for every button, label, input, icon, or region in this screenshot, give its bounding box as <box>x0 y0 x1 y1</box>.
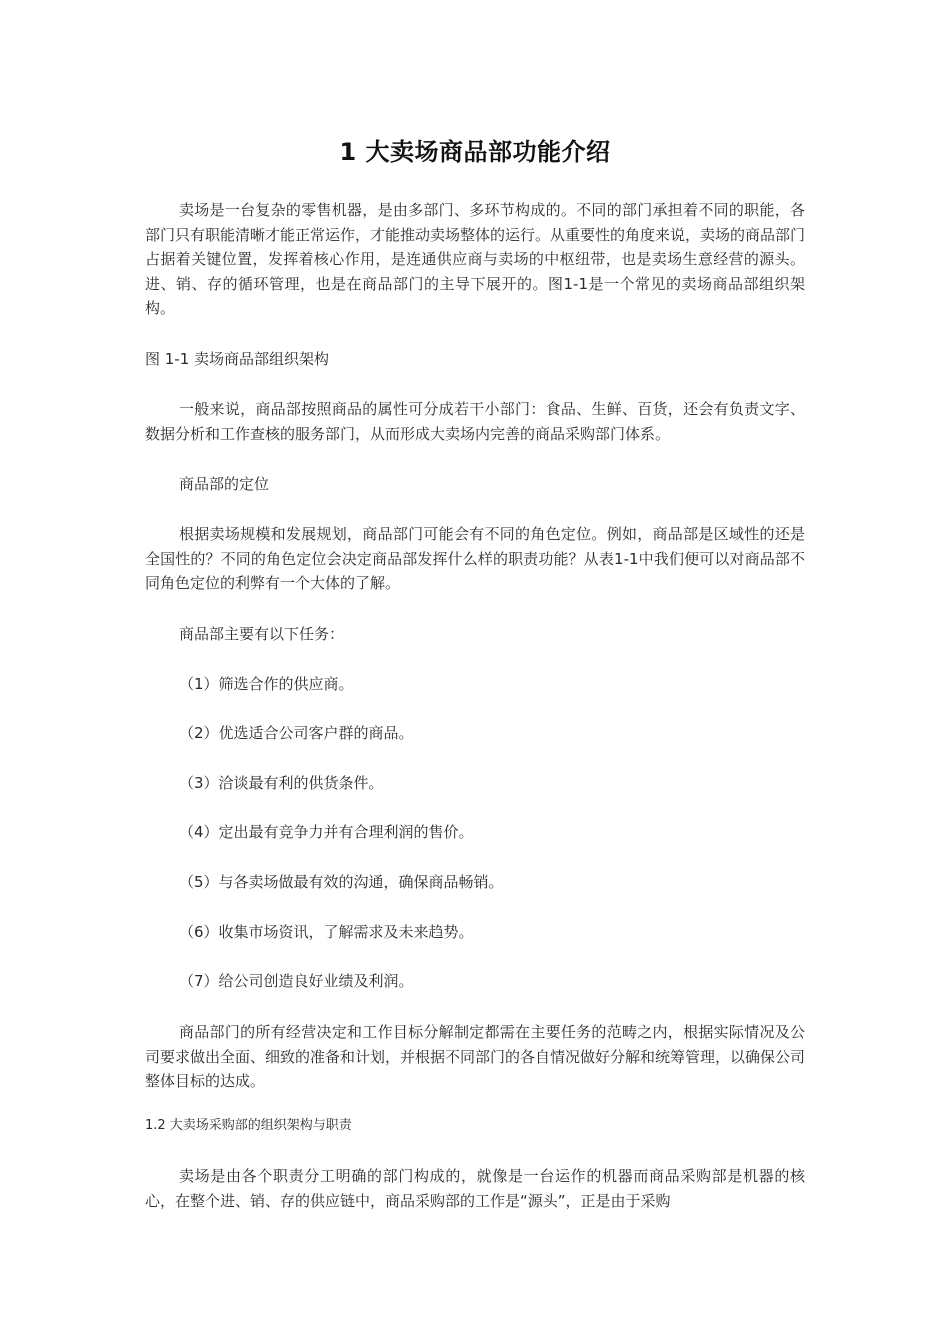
figure-caption: 图 1-1 卖场商品部组织架构 <box>145 350 330 368</box>
task-item-3: （3）洽谈最有利的供货条件。 <box>179 774 384 792</box>
summary-paragraph: 商品部门的所有经营决定和工作目标分解制定都需在主要任务的范畴之内，根据实际情况及公司要求做出全面、细致的准备和计划，并根据不同部门的各自情况做好分解和统筹管理，以确保公司整体目标的达成。 <box>145 1023 806 1090</box>
task-item-1: （1）筛选合作的供应商。 <box>179 675 354 693</box>
task-item-5: （5）与各卖场做最有效的沟通，确保商品畅销。 <box>179 873 504 891</box>
task-item-2: （2）优选适合公司客户群的商品。 <box>179 724 414 742</box>
positioning-heading: 商品部的定位 <box>179 475 270 493</box>
positioning-paragraph: 根据卖场规模和发展规划，商品部门可能会有不同的角色定位。例如，商品部是区域性的还是全国性的？不同的角色定位会决定商品部发挥什么样的职责功能？从表1-1中我们便可以对商品部不同角色定位的利弊有一个大体的了解。 <box>145 525 805 592</box>
page-title: 1 大卖场商品部功能介绍 <box>339 138 611 166</box>
section-heading: 1.2 大卖场采购部的组织架构与职责 <box>145 1118 352 1133</box>
intro-paragraph: 卖场是一台复杂的零售机器，是由多部门、多环节构成的。不同的部门承担着不同的职能，各部门只有职能清晰才能正常运作，才能推动卖场整体的运行。从重要性的角度来说，卖场的商品部门占据着关键位置，发挥着核心作用，是连通供应商与卖场的中枢纽带，也是卖场生意经营的源头。进、销、存的循环管理，也是在商品部门的主导下展开的。图1-1是一个常见的卖场商品部组织架构。 <box>145 201 806 317</box>
task-item-6: （6）收集市场资讯，了解需求及未来趋势。 <box>179 923 474 941</box>
tasks-heading: 商品部主要有以下任务： <box>179 625 345 643</box>
task-item-7: （7）给公司创造良好业绩及利润。 <box>179 972 414 990</box>
general-paragraph: 一般来说，商品部按照商品的属性可分成若干小部门：食品、生鲜、百货，还会有负责文字、数据分析和工作查核的服务部门，从而形成大卖场内完善的商品采购部门体系。 <box>145 400 805 443</box>
task-item-4: （4）定出最有竞争力并有合理利润的售价。 <box>179 823 474 841</box>
section-intro-paragraph: 卖场是由各个职责分工明确的部门构成的，就像是一台运作的机器而商品采购部是机器的核心，在整个进、销、存的供应链中，商品采购部的工作是“源头”，正是由于采购 <box>145 1167 805 1210</box>
